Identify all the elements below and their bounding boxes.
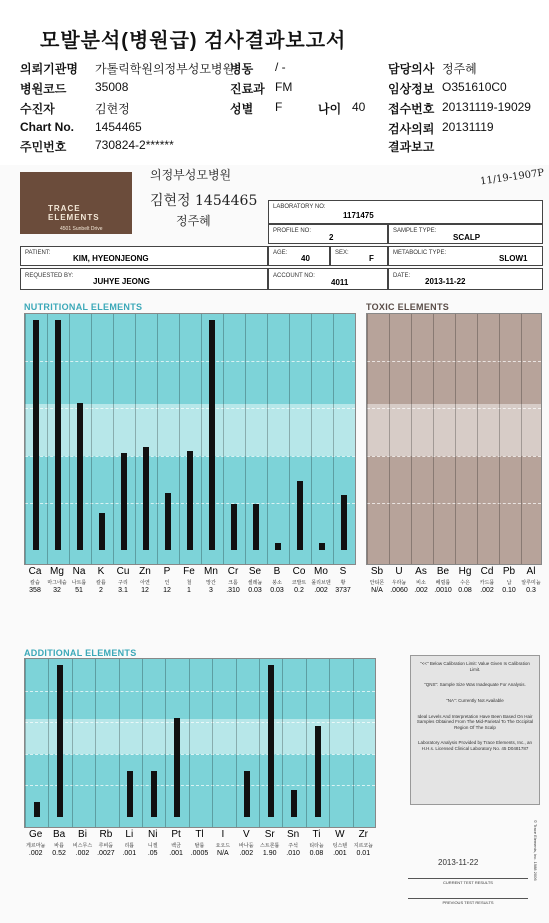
- element-value: .002: [28, 850, 43, 857]
- element-value: .001: [122, 850, 137, 857]
- element-korean: 바륨: [54, 843, 64, 849]
- bar-s: [341, 495, 347, 550]
- element-korean: 게르마늄: [26, 843, 46, 849]
- bar-mo: [319, 543, 325, 550]
- reference-band: [25, 719, 375, 754]
- bar-v: [244, 771, 250, 817]
- column-divider: [236, 659, 237, 827]
- element-korean: 니켈: [147, 843, 158, 849]
- column-divider: [47, 314, 48, 564]
- element-korean: 아연: [140, 580, 150, 586]
- element-symbol: Be: [436, 566, 450, 577]
- lab-logo: TRACE ELEMENTS 4501 Sunbelt Drive: [20, 172, 132, 234]
- bar-cu: [121, 453, 127, 550]
- element-symbol: Bi: [78, 829, 87, 840]
- nutritional-title: NUTRITIONAL ELEMENTS: [24, 302, 143, 312]
- bar-ge: [34, 802, 40, 817]
- element-value: 3: [209, 587, 213, 594]
- element-symbol: Ge: [29, 829, 43, 840]
- element-value: .002: [75, 850, 90, 857]
- bar-ni: [151, 771, 157, 817]
- element-korean: 셀레늄: [247, 580, 263, 586]
- element-korean: 칼륨: [96, 580, 106, 586]
- bar-mn: [209, 320, 215, 550]
- page-title: 모발분석(병원급) 검사결과보고서: [40, 30, 347, 52]
- field-label: 결과보고: [388, 140, 435, 154]
- element-symbol: Fe: [183, 566, 195, 577]
- column-divider: [119, 659, 120, 827]
- element-value: 2: [99, 587, 103, 594]
- element-korean: 지르코늄: [353, 843, 373, 849]
- element-value: 32: [53, 587, 61, 594]
- element-korean: 주석: [288, 843, 298, 849]
- element-symbol: Ti: [312, 829, 321, 840]
- element-symbol: Sb: [370, 566, 384, 577]
- column-divider: [69, 314, 70, 564]
- bar-co: [297, 481, 303, 550]
- date-box: DATE: 2013-11-22: [388, 268, 543, 290]
- field-value: F: [275, 100, 283, 114]
- element-value: 12: [163, 587, 171, 594]
- field-value: 20131119: [442, 120, 494, 134]
- element-korean: 베릴륨: [435, 580, 451, 586]
- element-symbol: K: [97, 566, 105, 577]
- element-symbol: As: [415, 566, 427, 577]
- element-symbol: Tl: [195, 829, 204, 840]
- reference-band: [367, 404, 541, 456]
- bar-fe: [187, 451, 193, 550]
- field-label: 의뢰기관명: [20, 62, 78, 76]
- element-value: .05: [147, 850, 158, 857]
- field-value: 20131119-19029: [442, 100, 531, 114]
- element-symbol: V: [242, 829, 250, 840]
- element-symbol: Co: [292, 566, 306, 577]
- sex-box: SEX: F: [330, 246, 388, 266]
- sample-box: SAMPLE TYPE: SCALP: [388, 224, 543, 244]
- field-label: 병동: [230, 62, 254, 76]
- column-divider: [189, 659, 190, 827]
- column-divider: [521, 314, 522, 564]
- handwritten-doctor: 정주혜: [176, 214, 211, 228]
- grid-line: [367, 503, 541, 504]
- element-value: 0.10: [502, 587, 516, 594]
- grid-line: [367, 361, 541, 362]
- field-label: 수진자: [20, 102, 55, 116]
- field-label: 접수번호: [388, 102, 435, 116]
- grid-line: [25, 691, 375, 692]
- element-symbol: Na: [72, 566, 86, 577]
- column-divider: [201, 314, 202, 564]
- field-value: FM: [275, 80, 293, 94]
- element-symbol: Ca: [28, 566, 42, 577]
- element-korean: 몰리브덴: [311, 580, 331, 586]
- element-value: 0.03: [270, 587, 284, 594]
- element-symbol: Mn: [204, 566, 218, 577]
- element-symbol: Pt: [171, 829, 181, 840]
- element-korean: 알루미늄: [521, 580, 541, 586]
- bar-mg: [55, 320, 61, 550]
- handwritten-date: 11/19-1907P: [479, 167, 545, 188]
- element-korean: 탈륨: [194, 843, 205, 849]
- handwritten-name: 김현정 1454465: [150, 193, 258, 209]
- element-korean: 안티몬: [369, 580, 385, 586]
- element-value: .001: [169, 850, 183, 857]
- column-divider: [311, 314, 312, 564]
- notes-box: "<<" Below Calibration Limit: Value Given Is Calibration Limit. "QNS": Sample Size Was Inadequate For Analysis. "NA": Currently Not Available Ideal Levels And Interpretation Have Been Based On Hair Samples Obtained From The Mid-Parietal To The Occipital Region Of The Scalp Laboratory Analysis Provided by Trace Elements, Inc., an H.H.s. Licensed Clinical Laboratory No. 45 D0481787: [410, 655, 540, 805]
- field-value: 35008: [95, 80, 129, 94]
- field-value: 1454465: [95, 120, 142, 134]
- element-korean: 칼슘: [30, 580, 40, 586]
- bar-pt: [174, 718, 180, 817]
- element-value: .002: [414, 587, 428, 594]
- element-korean: 망간: [206, 580, 216, 586]
- bar-zn: [143, 447, 149, 551]
- bar-ba: [57, 665, 63, 817]
- column-divider: [333, 314, 334, 564]
- element-symbol: Zn: [139, 566, 151, 577]
- element-symbol: Mo: [314, 566, 328, 577]
- handwritten-hospital: 의정부성모병원: [150, 168, 232, 182]
- element-korean: 구리: [118, 580, 128, 586]
- element-korean: 텅스텐: [332, 843, 348, 849]
- reference-band: [25, 404, 355, 456]
- patient-box: PATIENT: KIM, HYEONJEONG: [20, 246, 268, 266]
- element-symbol: Li: [125, 829, 134, 840]
- nutritional-chart: [24, 313, 356, 565]
- footer-date: 2013-11-22: [438, 858, 479, 867]
- element-value: 0.52: [52, 850, 66, 857]
- element-value: .0027: [97, 850, 115, 857]
- lab-no-box: LABORATORY NO: 1171475: [268, 200, 543, 224]
- field-label: 주민번호: [20, 140, 67, 154]
- column-divider: [289, 314, 290, 564]
- column-divider: [259, 659, 260, 827]
- column-divider: [329, 659, 330, 827]
- column-divider: [499, 314, 500, 564]
- element-value: .001: [333, 850, 347, 857]
- element-symbol: Sn: [286, 829, 300, 840]
- element-korean: 리튬: [124, 843, 135, 849]
- element-value: 51: [75, 587, 83, 594]
- column-divider: [212, 659, 213, 827]
- toxic-title: TOXIC ELEMENTS: [366, 302, 450, 312]
- column-divider: [267, 314, 268, 564]
- column-divider: [95, 659, 96, 827]
- grid-line: [25, 785, 375, 786]
- column-divider: [455, 314, 456, 564]
- element-symbol: B: [273, 566, 281, 577]
- field-label: Chart No.: [20, 120, 74, 134]
- element-value: N/A: [371, 587, 383, 594]
- element-korean: 스트론튬: [260, 843, 280, 849]
- element-value: 3.1: [118, 587, 128, 594]
- element-value: 1: [187, 587, 191, 594]
- element-korean: 요오드: [215, 843, 231, 849]
- column-divider: [367, 314, 368, 564]
- metabolic-box: METABOLIC TYPE: SLOW1: [388, 246, 543, 266]
- element-symbol: P: [163, 566, 171, 577]
- element-value: 0.03: [248, 587, 262, 594]
- element-value: 0.3: [526, 587, 536, 594]
- requested-box: REQUESTED BY: JUHYE JEONG: [20, 268, 268, 290]
- column-divider: [477, 314, 478, 564]
- field-label: 담당의사: [388, 62, 435, 76]
- element-value: .002: [480, 587, 494, 594]
- column-divider: [353, 659, 354, 827]
- element-symbol: W: [335, 829, 345, 840]
- element-value: .310: [226, 587, 240, 594]
- field-label: 임상정보: [388, 82, 435, 96]
- element-korean: 인: [164, 580, 170, 586]
- element-korean: 코발트: [291, 580, 307, 586]
- element-value: .002: [314, 587, 328, 594]
- bar-b: [275, 543, 281, 550]
- bar-p: [165, 493, 171, 551]
- element-korean: 루비듐: [98, 843, 114, 849]
- element-korean: 철: [186, 580, 192, 586]
- element-korean: 수은: [460, 580, 470, 586]
- element-symbol: S: [339, 566, 347, 577]
- element-value: .0010: [434, 587, 452, 594]
- profile-box: PROFILE NO: 2: [268, 224, 388, 244]
- element-korean: 바나듐: [239, 843, 254, 849]
- element-value: 0.08: [309, 850, 324, 857]
- element-korean: 카드뮴: [479, 580, 495, 586]
- element-symbol: Mg: [50, 566, 64, 577]
- element-symbol: Ba: [52, 829, 66, 840]
- column-divider: [48, 659, 49, 827]
- element-value: .0005: [190, 850, 209, 857]
- field-value: 40: [352, 100, 366, 114]
- column-divider: [411, 314, 412, 564]
- bar-k: [99, 513, 105, 550]
- copyright: © Trace Elements, Inc. 1988 2006: [533, 820, 538, 881]
- element-korean: 납: [506, 580, 512, 586]
- account-box: ACCOUNT NO: 4011: [268, 268, 388, 290]
- column-divider: [157, 314, 158, 564]
- element-value: 0.2: [294, 587, 304, 594]
- grid-line: [25, 754, 375, 755]
- element-value: N/A: [217, 850, 229, 857]
- element-symbol: Zr: [358, 829, 369, 840]
- column-divider: [25, 314, 26, 564]
- element-value: 1.90: [262, 850, 277, 857]
- bar-sn: [291, 790, 297, 817]
- toxic-chart: [366, 313, 542, 565]
- element-korean: 붕소: [272, 580, 282, 586]
- column-divider: [113, 314, 114, 564]
- column-divider: [135, 314, 136, 564]
- element-value: 12: [141, 587, 149, 594]
- report-header: [0, 0, 549, 160]
- age-box: AGE: 40: [268, 246, 330, 266]
- element-korean: 비소: [416, 580, 426, 586]
- column-divider: [179, 314, 180, 564]
- element-value: 358: [29, 587, 41, 594]
- bar-se: [253, 504, 259, 550]
- element-symbol: Hg: [458, 566, 472, 577]
- element-korean: 백금: [171, 843, 181, 849]
- field-label: 성별: [230, 102, 254, 116]
- element-symbol: Cr: [227, 566, 239, 577]
- element-symbol: Rb: [99, 829, 113, 840]
- column-divider: [91, 314, 92, 564]
- bar-cr: [231, 504, 237, 550]
- column-divider: [223, 314, 224, 564]
- field-label: 병원코드: [20, 82, 67, 96]
- element-korean: 마그네슘: [47, 580, 67, 586]
- additional-chart: [24, 658, 376, 828]
- column-divider: [389, 314, 390, 564]
- additional-title: ADDITIONAL ELEMENTS: [24, 648, 137, 658]
- element-korean: 나트륨: [71, 580, 87, 586]
- bar-na: [77, 403, 83, 550]
- column-divider: [165, 659, 166, 827]
- grid-line: [25, 361, 355, 362]
- element-value: .010: [286, 850, 300, 857]
- field-label: 나이: [318, 102, 342, 116]
- element-symbol: Cu: [116, 566, 130, 577]
- footer-current: CURRENT TEST RESULTS: [408, 878, 528, 885]
- bar-sr: [268, 665, 274, 817]
- field-value: O351610C0: [442, 80, 507, 94]
- column-divider: [245, 314, 246, 564]
- element-value: 0.01: [356, 850, 371, 857]
- element-symbol: U: [395, 566, 403, 577]
- bar-ti: [315, 726, 321, 817]
- column-divider: [25, 659, 26, 827]
- element-symbol: Se: [248, 566, 262, 577]
- element-korean: 우라늄: [391, 580, 407, 586]
- element-value: 0.08: [458, 587, 472, 594]
- field-label: 검사의뢰: [388, 122, 435, 136]
- footer-previous: PREVIOUS TEST RESULTS: [408, 898, 528, 905]
- element-symbol: Al: [526, 566, 536, 577]
- bar-li: [127, 771, 133, 817]
- field-label: 진료과: [230, 82, 265, 96]
- field-value: / -: [275, 60, 286, 74]
- element-korean: 크롬: [228, 580, 238, 586]
- column-divider: [433, 314, 434, 564]
- column-divider: [142, 659, 143, 827]
- field-value: 730824-2******: [95, 138, 174, 152]
- element-symbol: Ni: [147, 829, 158, 840]
- field-value: 김현정: [95, 102, 130, 116]
- element-symbol: I: [221, 829, 225, 840]
- column-divider: [306, 659, 307, 827]
- element-symbol: Sr: [264, 829, 275, 840]
- element-value: 3737: [335, 587, 351, 594]
- field-value: 가톨릭학원의정부성모병원: [95, 62, 235, 76]
- bar-ca: [33, 320, 39, 550]
- element-korean: 비스무스: [72, 843, 93, 849]
- field-value: 정주혜: [442, 62, 477, 76]
- element-value: .002: [239, 850, 254, 857]
- element-symbol: Pb: [502, 566, 516, 577]
- grid-line: [367, 456, 541, 457]
- element-value: .0060: [390, 587, 408, 594]
- element-symbol: Cd: [480, 566, 494, 577]
- column-divider: [72, 659, 73, 827]
- column-divider: [282, 659, 283, 827]
- element-korean: 티타늄: [309, 843, 324, 849]
- element-korean: 황: [340, 580, 346, 586]
